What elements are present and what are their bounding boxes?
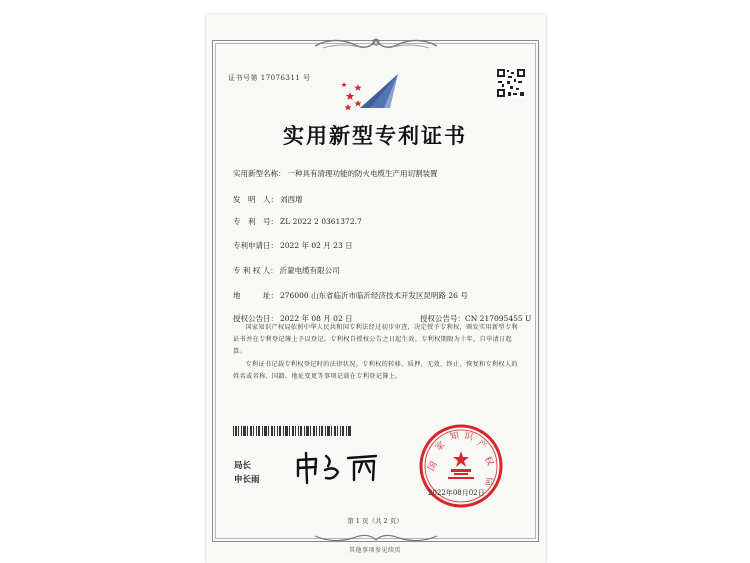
certificate-title: 实用新型专利证书 xyxy=(283,123,467,148)
footer-note: 其他事项参见续页 xyxy=(348,547,401,554)
grant-number-field: 授权公告号：CN 217095455 U xyxy=(420,314,532,323)
svg-text:知: 知 xyxy=(449,431,460,443)
grant-date-field: 授权公告日： 2022 年 08 月 02 日 xyxy=(233,314,353,323)
page-number: 第 1 页（共 2 页） xyxy=(347,517,403,525)
address-field: 地 址： 276000 山东省临沂市临沂经济技术开发区昆明路 26 号 xyxy=(233,291,468,300)
certificate-paragraph-1: 国家知识产权局依照中华人民共和国专利法经过初步审查，决定授予专利权，颁发实用新型专利证书并在专利登记簿上予以登记。专利权自授权公告之日起生效。专利权期限为十年，自申请日起算。 xyxy=(233,324,518,355)
certificate-number: 证书号第 17076311 号 xyxy=(228,74,311,82)
patent-owner-field: 专 利 权 人： 沂蒙电缆有限公司 xyxy=(233,266,340,275)
cnipa-logo-icon xyxy=(340,68,410,116)
barcode-icon xyxy=(233,426,353,436)
seal-date: 2022年08月02日 xyxy=(428,489,485,497)
inventor-field: 发 明 人： 刘西增 xyxy=(233,195,303,204)
svg-text:国: 国 xyxy=(426,460,440,473)
utility-model-name-field: 实用新型名称： 一种具有清理功能的防火电缆生产用切割装置 xyxy=(233,169,438,178)
filing-date-field: 专利申请日： 2022 年 02 月 23 日 xyxy=(233,241,353,250)
certificate-paragraph-2: 专利证书记载专利权登记时的法律状况。专利权的转移、质押、无效、终止、恢复和专利权人的姓名或名称、国籍、地址变更等事项记载在专利登记簿上。 xyxy=(233,361,518,380)
top-ornament-border xyxy=(313,34,439,54)
svg-text:局: 局 xyxy=(483,477,493,487)
bottom-ornament-border xyxy=(313,530,439,546)
svg-text:权: 权 xyxy=(481,455,495,468)
director-name: 申长雨 xyxy=(234,475,260,485)
director-signature-icon xyxy=(292,450,382,486)
svg-text:产: 产 xyxy=(474,438,489,453)
svg-text:家: 家 xyxy=(433,439,448,454)
director-title: 局长 xyxy=(234,461,252,471)
qr-code-icon xyxy=(496,68,526,98)
svg-text:识: 识 xyxy=(463,431,474,443)
patent-number-field: 专 利 号： ZL 2022 2 0361372.7 xyxy=(233,217,362,226)
